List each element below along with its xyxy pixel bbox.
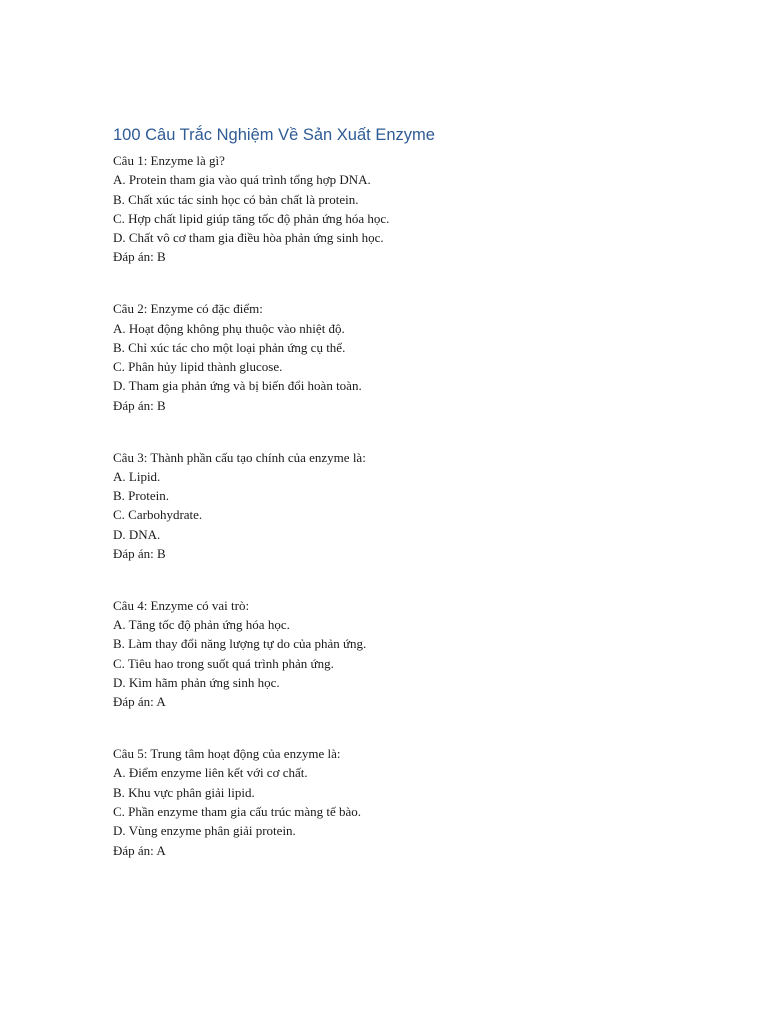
option-a: A. Hoạt động không phụ thuộc vào nhiệt độ. bbox=[113, 320, 345, 336]
option-a: A. Tăng tốc độ phản ứng hóa học. bbox=[113, 617, 290, 633]
answer-line: Đáp án: A bbox=[113, 842, 166, 858]
question-block-3 bbox=[113, 448, 713, 564]
option-a: A. Protein tham gia vào quá trình tổng hợp DNA. bbox=[113, 172, 371, 188]
question-prompt: Câu 3: Thành phần cấu tạo chính của enzyme là: bbox=[113, 449, 366, 465]
question-block-2 bbox=[113, 299, 713, 415]
question-prompt: Câu 5: Trung tâm hoạt động của enzyme là: bbox=[113, 746, 341, 762]
option-d: D. Vùng enzyme phân giải protein. bbox=[113, 823, 296, 839]
question-prompt: Câu 2: Enzyme có đặc điểm: bbox=[113, 301, 263, 317]
question-block-5 bbox=[113, 744, 713, 860]
option-d: D. Chất vô cơ tham gia điều hòa phản ứng sinh học. bbox=[113, 230, 384, 246]
option-c: C. Tiêu hao trong suốt quá trình phản ứng. bbox=[113, 655, 334, 671]
document-content bbox=[113, 124, 713, 860]
answer-line: Đáp án: B bbox=[113, 249, 166, 265]
option-b: B. Làm thay đổi năng lượng tự do của phản ứng. bbox=[113, 636, 367, 652]
question-block-4 bbox=[113, 596, 713, 712]
question-prompt: Câu 1: Enzyme là gì? bbox=[113, 153, 225, 168]
option-c: C. Carbohydrate. bbox=[113, 507, 203, 523]
option-a: A. Lipid. bbox=[113, 468, 161, 484]
option-d: D. DNA. bbox=[113, 526, 161, 542]
option-a: A. Điểm enzyme liên kết với cơ chất. bbox=[113, 765, 308, 781]
option-b: B. Khu vực phân giải lipid. bbox=[113, 784, 255, 800]
document-title: 100 Câu Trắc Nghiệm Về Sản Xuất Enzyme bbox=[113, 126, 435, 144]
option-d: D. Kìm hãm phản ứng sinh học. bbox=[113, 675, 280, 691]
option-b: B. Protein. bbox=[113, 488, 169, 504]
option-b: B. Chất xúc tác sinh học có bản chất là protein. bbox=[113, 191, 359, 207]
question-block-1 bbox=[113, 151, 713, 267]
question-prompt: Câu 4: Enzyme có vai trò: bbox=[113, 597, 250, 613]
option-b: B. Chỉ xúc tác cho một loại phản ứng cụ thể. bbox=[113, 339, 346, 355]
option-c: C. Phần enzyme tham gia cấu trúc màng tế bào. bbox=[113, 804, 362, 820]
option-d: D. Tham gia phản ứng và bị biến đổi hoàn toàn. bbox=[113, 378, 362, 394]
option-c: C. Phân hủy lipid thành glucose. bbox=[113, 359, 283, 375]
answer-line: Đáp án: A bbox=[113, 694, 166, 710]
answer-line: Đáp án: B bbox=[113, 546, 166, 562]
answer-line: Đáp án: B bbox=[113, 397, 166, 413]
option-c: C. Hợp chất lipid giúp tăng tốc độ phản ứng hóa học. bbox=[113, 210, 390, 226]
